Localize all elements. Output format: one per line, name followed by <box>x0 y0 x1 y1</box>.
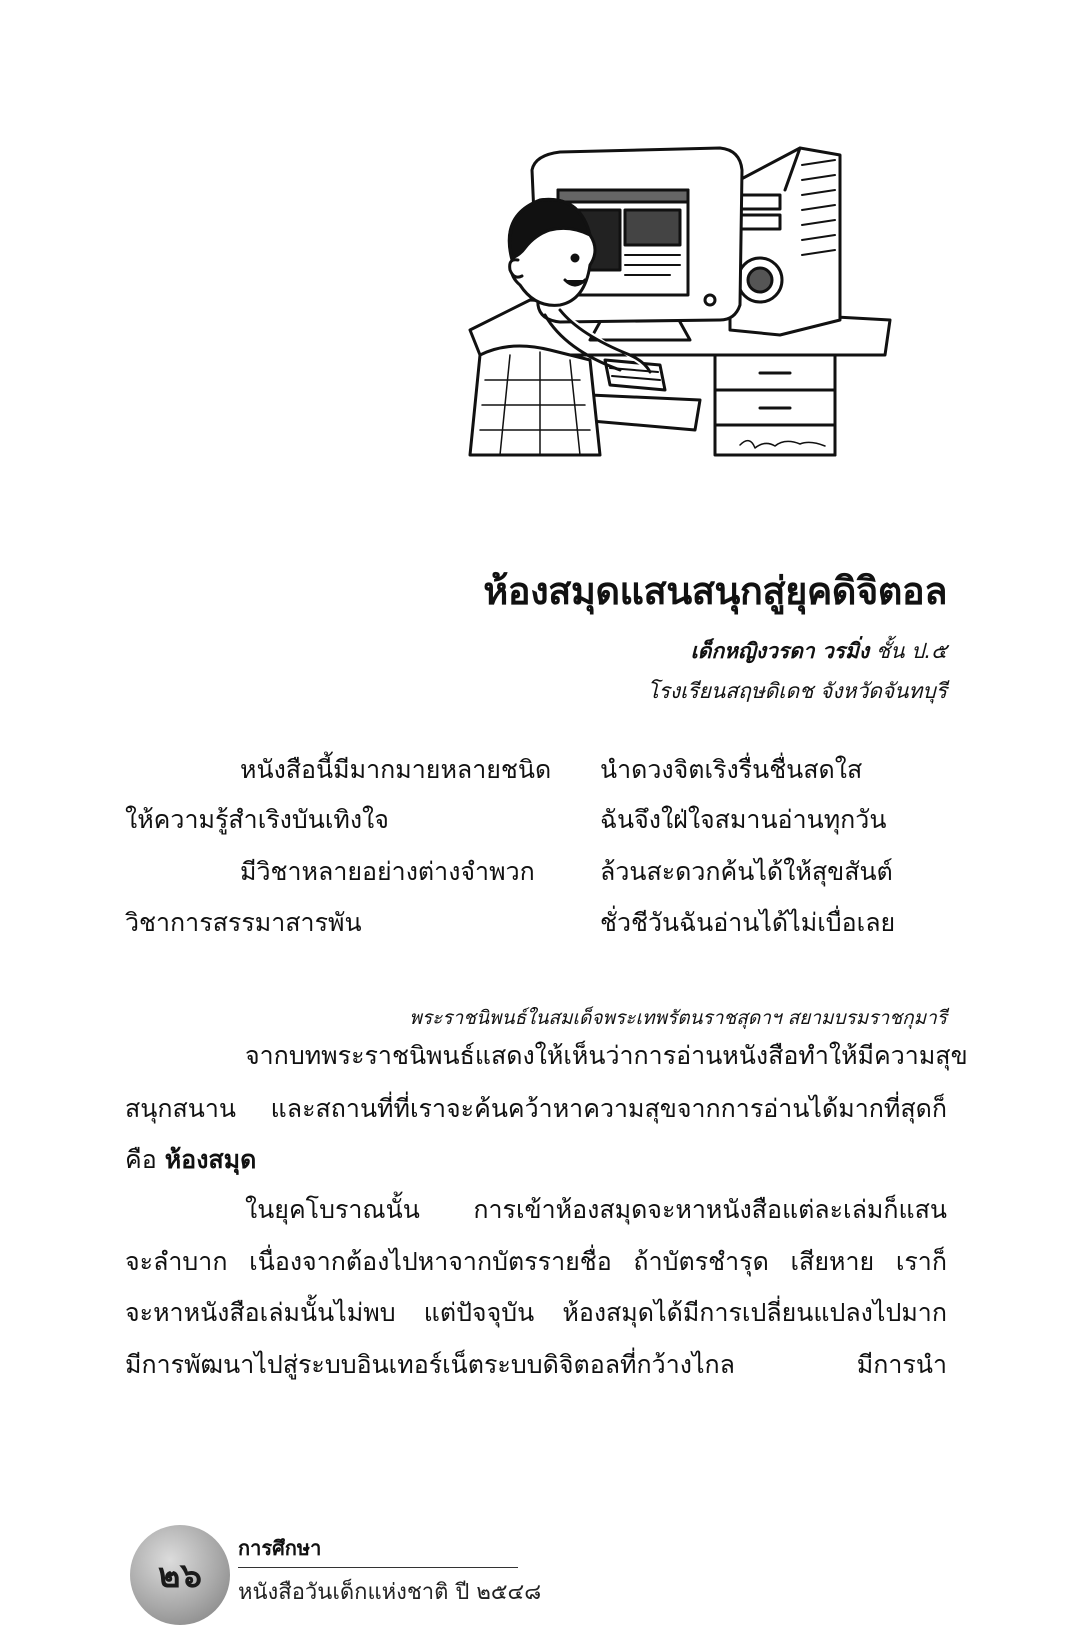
paragraph-1-line-3-prefix: คือ <box>125 1145 157 1174</box>
paragraph-1-line-2: สนุกสนาน และสถานที่ที่เราจะค้นคว้าหาความสุขจากการอ่านได้มากที่สุดก็ <box>125 1094 947 1123</box>
child-at-computer-illustration <box>440 140 940 485</box>
poem-credit: พระราชนิพนธ์ในสมเด็จพระเทพรัตนราชสุดาฯ สยามบรมราชกุมารี <box>409 1007 947 1029</box>
paragraph-2-line-3: จะหาหนังสือเล่มนั้นไม่พบ แต่ปัจจุบัน ห้องสมุดได้มีการเปลี่ยนแปลงไปมาก <box>125 1298 947 1327</box>
poem-line-3-left: มีวิชาหลายอย่างต่างจำพวก <box>240 857 535 886</box>
author-byline <box>691 635 947 668</box>
poem-line-3-right: ล้วนสะดวกค้นได้ให้สุขสันต์ <box>600 857 893 886</box>
footer-book-title: หนังสือวันเด็กแห่งชาติ ปี ๒๕๔๘ <box>238 1580 542 1605</box>
page-number-badge <box>130 1525 230 1625</box>
paragraph-2-line-1: ในยุคโบราณนั้น การเข้าห้องสมุดจะหาหนังสือแต่ละเล่มก็แสน <box>245 1195 947 1224</box>
author-grade: ชั้น ป.๕ <box>875 639 947 663</box>
paragraph-1-line-3 <box>125 1140 947 1180</box>
poem-line-1-right: นำดวงจิตเริงรื่นชื่นสดใส <box>600 755 863 784</box>
poem-line-4-right: ชั่วชีวันฉันอ่านได้ไม่เบื่อเลย <box>600 908 896 937</box>
poem-line-1-left: หนังสือนี้มีมากมายหลายชนิด <box>240 755 552 784</box>
library-term: ห้องสมุด <box>164 1145 257 1174</box>
poem-line-2-right: ฉันจึงใฝ่ใจสมานอ่านทุกวัน <box>600 805 887 834</box>
poem-line-4-left: วิชาการสรรมาสารพัน <box>125 908 362 937</box>
article-title: ห้องสมุดแสนสนุกสู่ยุคดิจิตอล <box>483 569 947 613</box>
poem-line-2-left: ให้ความรู้สำเริงบันเทิงใจ <box>125 805 389 834</box>
author-name: เด็กหญิงวรดา วรมิ่ง <box>690 639 870 663</box>
page-number: ๒๖ <box>158 1556 202 1596</box>
paragraph-2-line-4: มีการพัฒนาไปสู่ระบบอินเทอร์เน็ตระบบดิจิตอลที่กว้างไกล มีการนำ <box>125 1350 947 1379</box>
footer-section-title: การศึกษา <box>238 1536 322 1560</box>
paragraph-2-line-2: จะลำบาก เนื่องจากต้องไปหาจากบัตรรายชื่อ ถ้าบัตรชำรุด เสียหาย เราก็ <box>125 1247 947 1276</box>
footer-divider <box>238 1567 518 1568</box>
paragraph-1-line-1: จากบทพระราชนิพนธ์แสดงให้เห็นว่าการอ่านหนังสือทำให้มีความสุข <box>245 1041 968 1070</box>
author-school: โรงเรียนสฤษดิเดช จังหวัดจันทบุรี <box>647 679 947 703</box>
